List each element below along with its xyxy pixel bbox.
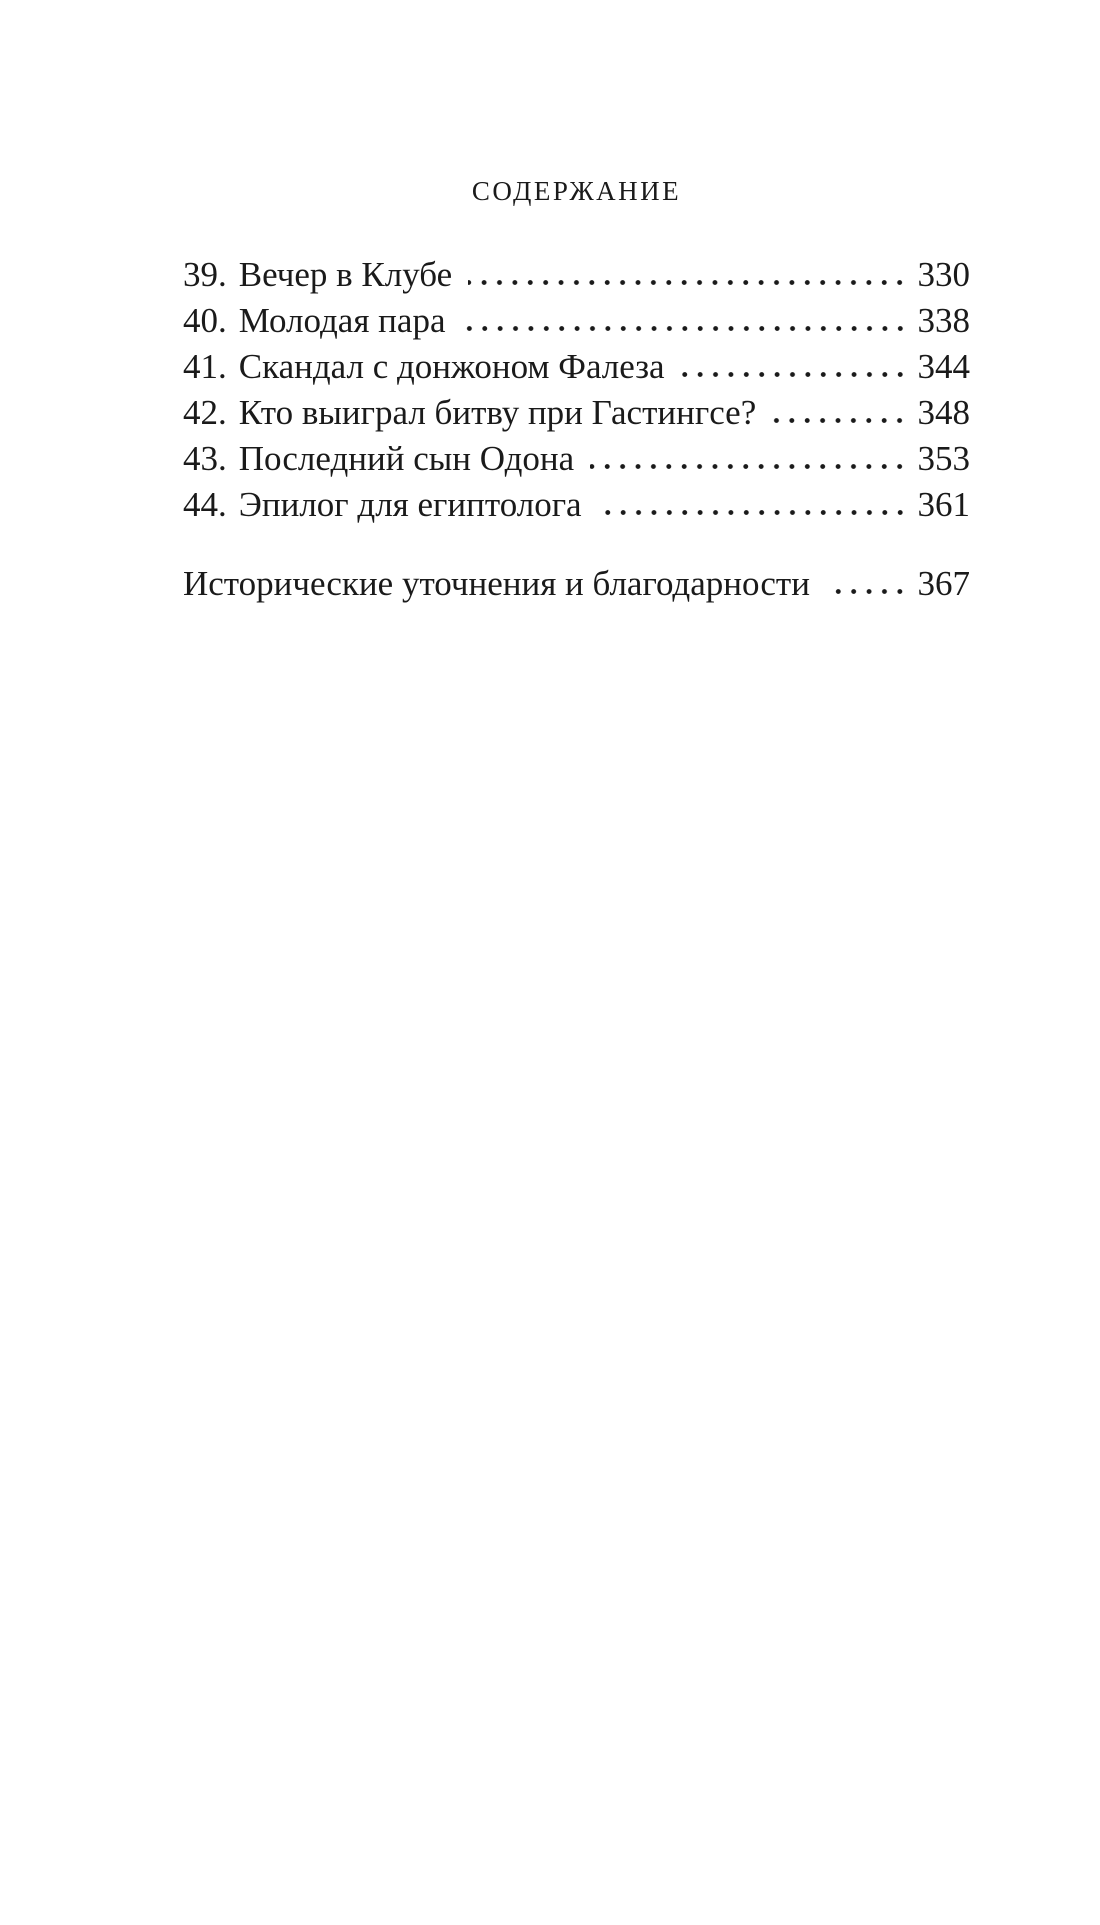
- page-number: 330: [917, 255, 970, 294]
- toc-entry: [183, 390, 970, 436]
- page-number: 344: [917, 347, 970, 386]
- toc-entry: [183, 561, 970, 607]
- dot-leader: [681, 371, 908, 378]
- toc-entry: [183, 482, 970, 528]
- toc-entry: [183, 344, 970, 390]
- chapter-number: 39.: [183, 255, 227, 294]
- chapter-title: Молодая пара: [238, 301, 446, 340]
- page-number: 361: [917, 485, 970, 524]
- chapter-title: Эпилог для египтолога: [238, 485, 582, 524]
- table-of-contents: [183, 0, 970, 607]
- toc-entry: [183, 252, 970, 298]
- contents-heading: СОДЕРЖАНИЕ: [471, 176, 682, 206]
- chapter-title: Вечер в Клубе: [238, 255, 453, 294]
- dot-leader: [590, 463, 907, 470]
- chapter-number: 43.: [183, 439, 227, 478]
- toc-entry-list: [183, 252, 970, 607]
- chapter-title: Исторические уточнения и благодарности: [183, 564, 810, 603]
- dot-leader: [462, 325, 908, 332]
- chapter-number: 44.: [183, 485, 227, 524]
- page-number: 338: [917, 301, 970, 340]
- dot-leader: [468, 279, 907, 286]
- chapter-title: Кто выиграл битву при Гастингсе?: [238, 393, 757, 432]
- chapter-number: 40.: [183, 301, 227, 340]
- chapter-number: 41.: [183, 347, 227, 386]
- toc-entry: [183, 298, 970, 344]
- chapter-title: Последний сын Одона: [238, 439, 575, 478]
- chapter-number: 42.: [183, 393, 227, 432]
- toc-entry: [183, 436, 970, 482]
- dot-leader: [598, 509, 908, 516]
- page-number: 353: [917, 439, 970, 478]
- page-number: 367: [917, 564, 970, 603]
- dot-leader: [826, 588, 908, 595]
- page-number: 348: [917, 393, 970, 432]
- chapter-title: Скандал с донжоном Фалеза: [238, 347, 665, 386]
- dot-leader: [772, 417, 907, 424]
